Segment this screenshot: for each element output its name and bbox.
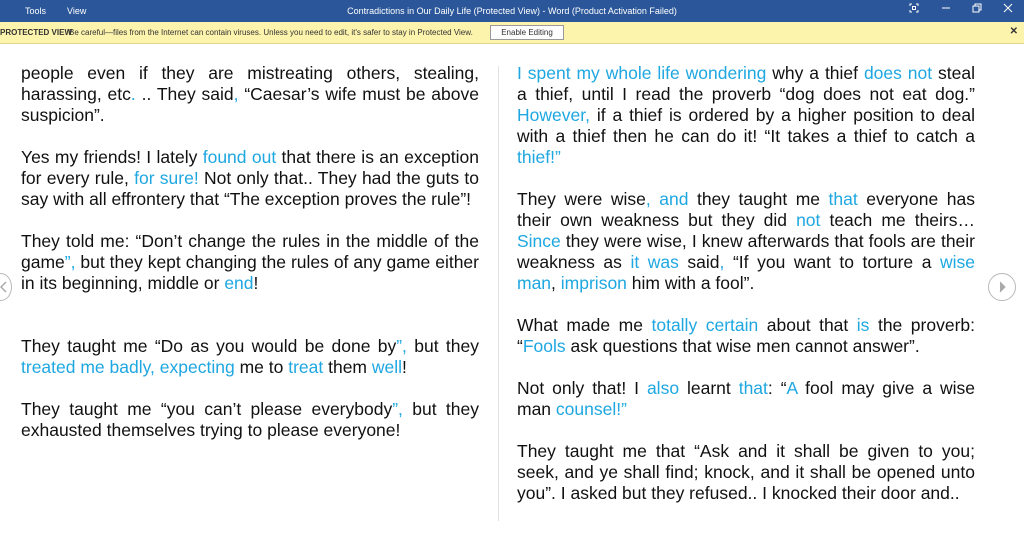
text-run: Not only that! I (517, 378, 647, 398)
protected-view-message: Be careful—files from the Internet can contain viruses. Unless you need to edit, it's safer to stay in Protected View. (69, 28, 473, 37)
paragraph (21, 399, 479, 441)
text-run: : “ (767, 378, 787, 398)
text-run: said (678, 252, 720, 272)
text-run: , (551, 273, 561, 293)
text-run: the proverb: “ (517, 315, 975, 356)
paragraph (21, 63, 479, 126)
close-message-bar-icon[interactable]: ✕ (1009, 26, 1018, 37)
highlighted-text: , (233, 84, 239, 104)
highlighted-text: ”, (396, 336, 407, 356)
highlighted-text: Fools (522, 336, 566, 356)
previous-page-button[interactable] (0, 273, 12, 301)
menu-tools[interactable]: Tools (25, 6, 47, 16)
highlighted-text: for sure! (134, 168, 199, 188)
title-bar (0, 0, 1024, 22)
text-run: they taught me (688, 189, 829, 209)
highlighted-text: end (224, 273, 254, 293)
highlighted-text: , and (645, 189, 689, 209)
highlighted-text: it was (630, 252, 679, 272)
chevron-left-icon (0, 274, 11, 300)
page-divider (498, 66, 499, 521)
text-run: him with a fool”. (626, 273, 755, 293)
menu-view[interactable]: View (67, 6, 87, 16)
next-page-button[interactable] (988, 273, 1016, 301)
text-run: ! (402, 357, 407, 377)
highlighted-text: wise man (517, 252, 976, 293)
highlighted-text: is (856, 315, 870, 335)
protected-view-label: PROTECTED VIEW (0, 28, 73, 37)
paragraph (517, 189, 975, 294)
text-run: but they kept changing the rules of any game either in its beginning, middle or (21, 252, 479, 293)
text-run: ! (253, 273, 259, 293)
text-run: that there is an exception for every rule, (21, 147, 480, 188)
text-run: “Caesar’s wife must be above suspicion”. (21, 84, 479, 125)
highlighted-text: , (719, 252, 725, 272)
text-run: They told me: “Don’t change the rules in the middle of the game (21, 231, 479, 272)
focus-mode-icon[interactable] (899, 2, 929, 20)
close-icon[interactable] (993, 2, 1023, 20)
highlighted-text: treat (288, 357, 324, 377)
highlighted-text: also (646, 378, 680, 398)
text-run: learnt (679, 378, 739, 398)
paragraph (517, 315, 975, 357)
text-run: me to (234, 357, 289, 377)
highlighted-text: totally certain (651, 315, 759, 335)
highlighted-text: treated me badly, expecting (21, 357, 235, 377)
paragraph (21, 147, 479, 210)
text-run: them (323, 357, 372, 377)
text-run: “If you want to torture a (724, 252, 940, 272)
highlighted-text: Since (517, 231, 561, 251)
left-page (21, 63, 479, 441)
highlighted-text: . (130, 84, 136, 104)
highlighted-text: counsel!” (555, 399, 627, 419)
restore-icon[interactable] (962, 2, 992, 20)
highlighted-text: A (786, 378, 798, 398)
text-run: Yes my friends! I lately (21, 147, 203, 167)
highlighted-text: ”, (64, 252, 76, 272)
paragraph (21, 231, 479, 294)
highlighted-text: that (738, 378, 768, 398)
text-run: steal a thief, until I read the proverb “dog does not eat dog.” (517, 63, 975, 104)
paragraph (21, 336, 479, 378)
text-run: they were wise, I knew afterwards that fools are their weakness as (517, 231, 975, 272)
right-page (517, 63, 975, 504)
text-run: ask questions that wise men cannot answer”. (565, 336, 920, 356)
text-run: if a thief is ordered by a higher position to deal with a thief then he can do it! “It takes a thief to catch a (517, 105, 975, 146)
text-run: fool may give a wise man (517, 378, 975, 419)
text-run: why a thief (766, 63, 864, 83)
paragraph (517, 378, 975, 420)
highlighted-text: ”, (392, 399, 403, 419)
highlighted-text: well (371, 357, 403, 377)
highlighted-text: not (796, 210, 821, 230)
text-run: teach me theirs… (820, 210, 975, 230)
text-run: but they (406, 336, 479, 356)
text-run: What made me (517, 315, 652, 335)
paragraph (517, 441, 975, 504)
paragraph (517, 63, 975, 168)
minimize-icon[interactable] (931, 2, 961, 20)
text-run: but they exhausted themselves trying to please everyone! (21, 399, 479, 440)
text-run: They taught me that “Ask and it shall be given to you; seek, and ye shall find; knock, and it shall be opened unto you”. I asked but they refused.. I knocked their door and.. (517, 441, 975, 503)
highlighted-text: imprison (560, 273, 627, 293)
window-title: Contradictions in Our Daily Life (Protected View) - Word (Product Activation Failed) (347, 6, 677, 16)
text-run: about that (758, 315, 857, 335)
text-run: They taught me “Do as you would be done by (21, 336, 397, 356)
highlighted-text: does not (863, 63, 933, 83)
text-run: Not only that.. They had the guts to say with all effrontery that “The exception proves the rule”! (21, 168, 479, 209)
text-run: They were wise (517, 189, 646, 209)
enable-editing-button[interactable]: Enable Editing (490, 25, 564, 40)
chevron-right-icon (989, 274, 1015, 300)
text-run: They taught me “you can’t please everybody (21, 399, 393, 419)
text-run: everyone has their own weakness but they did (517, 189, 975, 230)
highlighted-text: I spent my whole life wondering (517, 63, 767, 83)
text-run: people even if they are mistreating others, stealing, harassing, etc (21, 63, 479, 104)
protected-view-bar (0, 22, 1024, 44)
highlighted-text: found out (202, 147, 277, 167)
highlighted-text: However, (517, 105, 590, 125)
highlighted-text: thief!” (517, 147, 561, 167)
text-run: .. They said (135, 84, 234, 104)
highlighted-text: that (828, 189, 858, 209)
